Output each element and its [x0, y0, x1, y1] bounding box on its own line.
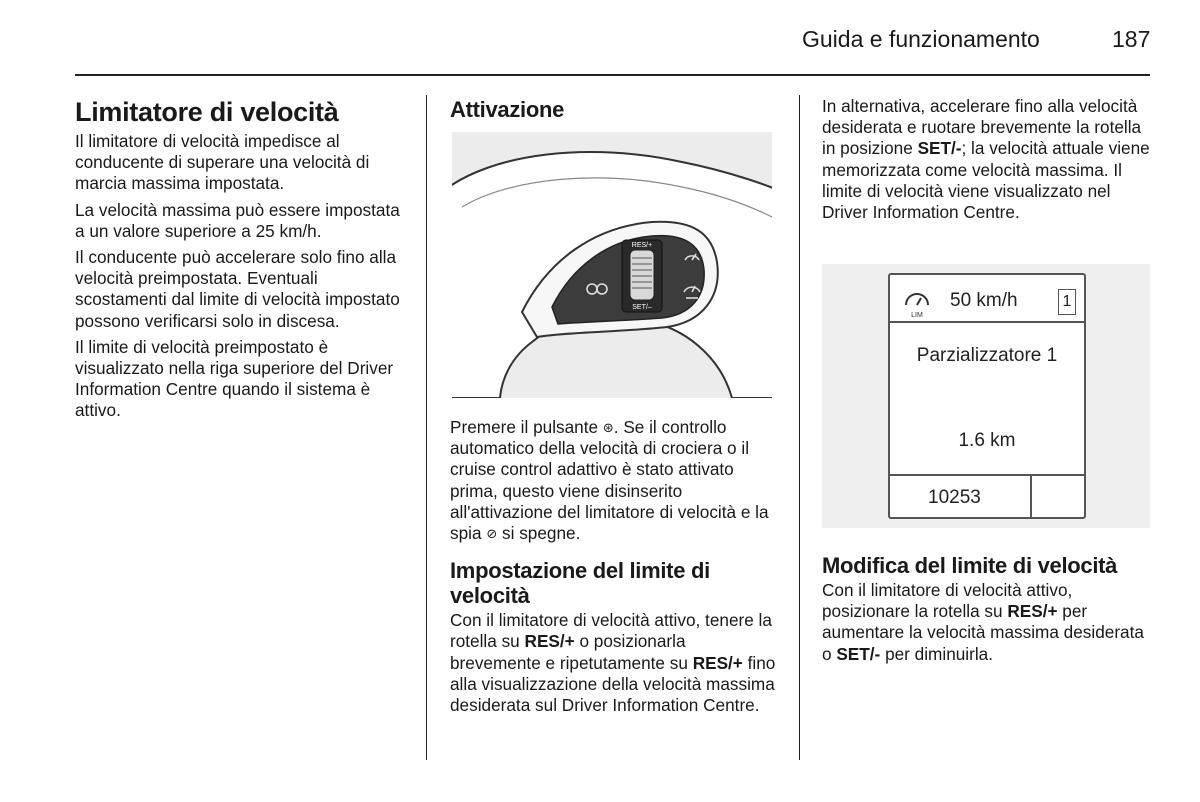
header-rule — [75, 74, 1150, 76]
column-3-bottom — [822, 553, 1152, 670]
page-number: 187 — [1112, 26, 1151, 52]
text-run: In alternativa, accelerare fino alla velocità desiderata e ruotare brevemente la rotella in posizione — [822, 96, 1142, 159]
control-label: SET/- — [836, 643, 881, 664]
paragraph — [450, 417, 780, 544]
text-run: ; la velocità attuale viene memorizzata come velocità massima. Il limite di velocità viene visualizzato nel Driver Information Centre. — [822, 138, 1150, 223]
driver-information-centre-display — [888, 273, 1086, 519]
dic-distance: 1.6 km — [958, 430, 1016, 451]
control-label: RES/+ — [1007, 601, 1058, 622]
control-label: RES/+ — [692, 652, 743, 673]
speed-limiter-lamp-icon: ⊘ — [486, 526, 498, 542]
text-run: Con il limitatore di velocità attivo, tenere la rotella su — [450, 610, 772, 652]
steering-wheel-svg — [452, 132, 772, 398]
dic-cell-divider — [1030, 475, 1032, 519]
text-run: Premere il pulsante — [450, 417, 599, 437]
column-divider-2 — [799, 95, 800, 760]
column-3-top — [822, 96, 1152, 228]
speed-limiter-icon: ⊛ — [602, 420, 614, 435]
wheel-label-res: RES/+ — [631, 242, 653, 249]
dic-separator — [890, 321, 1084, 323]
dic-odometer: 10253 — [928, 487, 981, 508]
text-run: fino alla visualizzazione della velocità massima desiderata sul Driver Information Centre. — [450, 652, 776, 716]
text-run: . Se il controllo automatico della velocità di crociera o il cruise control adattivo è stato attivato prima, questo viene disinserito all'attivazione del limitatore di velocità e la spia — [450, 417, 769, 544]
column-1 — [75, 96, 405, 427]
text-run: per aumentare la velocità massima desiderata o — [822, 601, 1144, 664]
paragraph: La velocità massima può essere impostata a un valore superiore a 25 km/h. — [75, 199, 400, 241]
dic-mode-indicator: 1 — [1058, 289, 1076, 315]
dic-separator — [890, 474, 1084, 476]
text-run: o posizionarla brevemente e ripetutamente su — [450, 631, 688, 673]
speed-limiter-display-icon — [902, 289, 932, 325]
column-2-heading — [450, 97, 778, 124]
subheading-modify: Modifica del limite di velocità — [822, 553, 1118, 578]
subheading-activation: Attivazione — [450, 97, 565, 122]
wheel-label-set: SET/– — [632, 304, 652, 311]
lim-label: LIM — [911, 312, 923, 319]
steering-wheel-illustration — [452, 132, 772, 398]
paragraph — [822, 580, 1152, 665]
dic-title: Parzializzatore 1 — [916, 345, 1058, 366]
column-divider-1 — [426, 95, 427, 760]
control-label: RES/+ — [524, 631, 575, 652]
text-run: per diminuirla. — [885, 643, 994, 664]
control-label: SET/- — [917, 138, 962, 159]
paragraph: Il limitatore di velocità impedisce al conducente di superare una velocità di marcia massima impostata. — [75, 131, 370, 194]
paragraph — [822, 96, 1152, 223]
dic-speed: 50 km/h — [950, 290, 1018, 311]
running-header-title: Guida e funzionamento — [802, 26, 1040, 52]
paragraph: Il conducente può accelerare solo fino alla velocità preimpostata. Eventuali scostamenti dal limite di velocità impostato possono verificarsi solo in discesa. — [75, 247, 400, 331]
paragraph — [450, 610, 780, 716]
column-2-body — [450, 417, 780, 721]
section-heading: Limitatore di velocità — [75, 97, 339, 127]
text-run: si spegne. — [502, 523, 581, 544]
text-run: Con il limitatore di velocità attivo, posizionare la rotella su — [822, 580, 1073, 622]
paragraph: Il limite di velocità preimpostato è visualizzato nella riga superiore del Driver Information Centre quando il sistema è attivo. — [75, 336, 394, 421]
subheading-setting: Impostazione del limite di velocità — [450, 558, 710, 609]
